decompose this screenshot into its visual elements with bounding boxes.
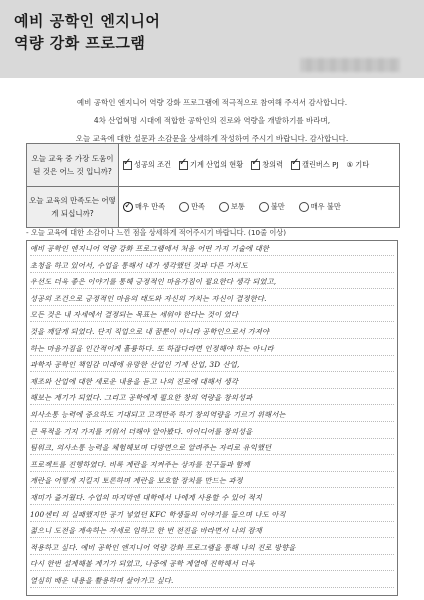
option-very-dissatisfied[interactable] xyxy=(299,202,341,212)
redacted-area xyxy=(300,58,400,72)
handwriting-line: 열심히 배운 내용을 활용하며 살아가고 싶다. xyxy=(30,576,174,585)
checkbox-icon[interactable] xyxy=(291,161,300,170)
intro-text xyxy=(0,94,424,148)
handwriting-line: 팀워크, 의사소통 능력을 체험해보며 다방면으로 알려주는 자리로 유익했던 xyxy=(30,443,272,453)
ruled-line xyxy=(30,554,394,555)
intro-line: 4차 산업혁명 시대에 적합한 공학인의 진로와 역량을 개발하기를 바라며, xyxy=(93,116,331,125)
ruled-line xyxy=(30,355,394,356)
handwriting-line: 해보는 계기가 되었다. 그리고 공학에게 필요한 창의 역량을 창의성과 xyxy=(30,393,253,403)
handwriting-line: 예비 공학인 엔지니어 역량 강화 프로그램에서 처음 어떤 가지 기술에 대한 xyxy=(30,244,270,253)
ruled-line xyxy=(30,471,394,472)
handwriting-line: 성공의 조건으로 긍정적인 마음의 태도와 자신의 가치는 자신이 결정한다. xyxy=(30,293,267,303)
option-label: 매우 만족 xyxy=(135,202,166,211)
handwriting-line: 100센티 의 실패했지만 공기 넣었던 KFC 학생들의 이야기를 들으며 나도 아직 xyxy=(30,509,286,519)
ruled-line xyxy=(30,371,394,372)
option-label: 캘린버스 PJ xyxy=(302,160,339,169)
option-label: 보통 xyxy=(230,202,245,211)
radio-icon[interactable] xyxy=(259,202,269,212)
radio-icon[interactable] xyxy=(299,202,309,212)
option-other[interactable] xyxy=(347,160,370,170)
ruled-line xyxy=(30,388,394,389)
question-helpful: 오늘 교육 중 가장 도움이 된 것은 어느 것 입니까? xyxy=(27,144,119,186)
option-label: 매우 불만 xyxy=(310,202,341,211)
radio-icon[interactable] xyxy=(179,202,189,212)
handwriting-line: 젊으니 도전을 계속하는 자세로 임하고 한 번 전진을 바라면서 나의 잠재 xyxy=(30,526,263,536)
option-label: 창의력 xyxy=(262,160,284,169)
handwriting-line: 큰 목적을 기지 가지를 키워서 더해야 알아봤다. 아이디어를 창의성을 xyxy=(30,426,253,436)
ruled-line xyxy=(30,570,394,571)
survey-row-helpful xyxy=(27,144,399,187)
handwriting-line: 우선도 더욱 좋은 이야기를 통해 긍정적인 마음가짐이 필요한다 생각 되었고, xyxy=(30,277,277,287)
ruled-line xyxy=(30,272,394,273)
ruled-line xyxy=(30,587,394,588)
radio-icon[interactable] xyxy=(123,202,133,212)
ruled-line xyxy=(30,321,394,322)
ruled-line xyxy=(30,504,394,505)
handwriting-line: 프로젝트를 진행하였다. 비록 계란을 지켜주는 상자를 친구들과 함께 xyxy=(30,459,250,469)
intro-line: 예비 공학인 엔지니어 역량 강화 프로그램에 적극적으로 참여해 주셔서 감사합니다. xyxy=(76,98,348,107)
option-success-condition[interactable] xyxy=(123,160,171,170)
handwriting-line: 과학자 공학인 책임감 미래에 유망한 산업인 기계 산업, 3D 산업, xyxy=(30,360,240,370)
header-banner xyxy=(0,0,424,78)
ruled-line xyxy=(30,338,394,339)
option-label: 불만 xyxy=(270,202,285,211)
option-dissatisfied[interactable] xyxy=(259,202,285,212)
option-pj[interactable] xyxy=(291,160,339,170)
handwriting-line: 모든 것은 내 자세에서 결정되는 목표는 세워야 한다는 것이 였다 xyxy=(30,310,239,320)
question-satisfaction: 오늘 교육의 만족도는 어떻게 되십니까? xyxy=(27,187,119,227)
option-creativity[interactable] xyxy=(251,160,283,170)
program-title-line1: 예비 공학인 엔지니어 xyxy=(14,12,161,30)
handwriting-line: 재미가 즐거웠다. 수업의 마지막엔 대학에서 나에게 사용할 수 있어 적지 xyxy=(30,493,263,502)
answer-satisfaction xyxy=(119,187,399,227)
ruled-line xyxy=(30,421,394,422)
handwriting-line: 제조와 산업에 대한 새로운 내용을 듣고 나의 진로에 대해서 생각 xyxy=(30,376,239,386)
option-mech-industry[interactable] xyxy=(179,160,243,170)
ruled-line xyxy=(30,255,394,256)
option-label: 기계 산업의 현황 xyxy=(190,160,244,169)
survey-row-satisfaction xyxy=(27,187,399,227)
checkbox-icon[interactable] xyxy=(123,161,132,170)
free-response-heading: - 오늘 교육에 대한 소감이나 느낀 점을 상세하게 적어주시기 바랍니다. (10줄 이상) xyxy=(26,228,287,237)
ruled-line xyxy=(30,305,394,306)
option-label: 만족 xyxy=(191,202,205,211)
radio-icon[interactable] xyxy=(219,202,229,212)
answer-helpful xyxy=(119,144,399,186)
program-title-line2: 역량 강화 프로그램 xyxy=(14,34,146,52)
ruled-line xyxy=(30,537,394,538)
option-label: 성공의 조건 xyxy=(134,160,172,169)
option-neutral[interactable] xyxy=(219,202,245,212)
ruled-line xyxy=(30,521,394,522)
intro-line: 오늘 교육에 대한 설문과 소감문을 상세하게 작성하여 주시기 바랍니다. 감사합니다. xyxy=(75,134,349,143)
option-very-satisfied[interactable] xyxy=(123,202,165,212)
checkbox-icon[interactable] xyxy=(179,161,188,170)
option-label: ⑤ 기타 xyxy=(346,160,370,169)
handwriting-line: 초청을 하고 있어서, 수업을 통해서 내가 생각했던 것과 다른 가치도 xyxy=(30,260,248,270)
ruled-line xyxy=(30,404,394,405)
handwriting-line: 적용하고 싶다. 예비 공학인 엔지니어 역량 강화 프로그램을 통해 나의 진로 방향을 xyxy=(30,542,296,552)
checkbox-icon[interactable] xyxy=(251,161,260,170)
handwriting-line: 계란을 어떻게 지킬지 토론하며 계란을 보호할 장치를 만드는 과정 xyxy=(30,476,243,486)
ruled-line xyxy=(30,454,394,455)
ruled-line xyxy=(30,438,394,439)
ruled-line xyxy=(30,288,394,289)
option-satisfied[interactable] xyxy=(179,202,205,212)
handwriting-line: 의사소통 능력에 중요하도 기대되고 고객만족 하기 창의역량을 기르기 위해서는 xyxy=(30,410,286,419)
survey-table xyxy=(26,143,400,228)
ruled-line xyxy=(30,487,394,488)
handwriting-line: 하는 마음가짐을 인간적이게 훌륭하다. 또 하잖다라면 인정해야 하는 아니라 xyxy=(30,343,274,353)
handwriting-line: 다시 한번 설계해볼 계기가 되었고, 나중에 공학 계열에 진학해서 더욱 xyxy=(30,559,255,569)
handwriting-line: 것을 깨달게 되었다. 단지 직업으로 내 꿈뿐이 아니라 공학인으로서 가져야 xyxy=(30,327,270,336)
